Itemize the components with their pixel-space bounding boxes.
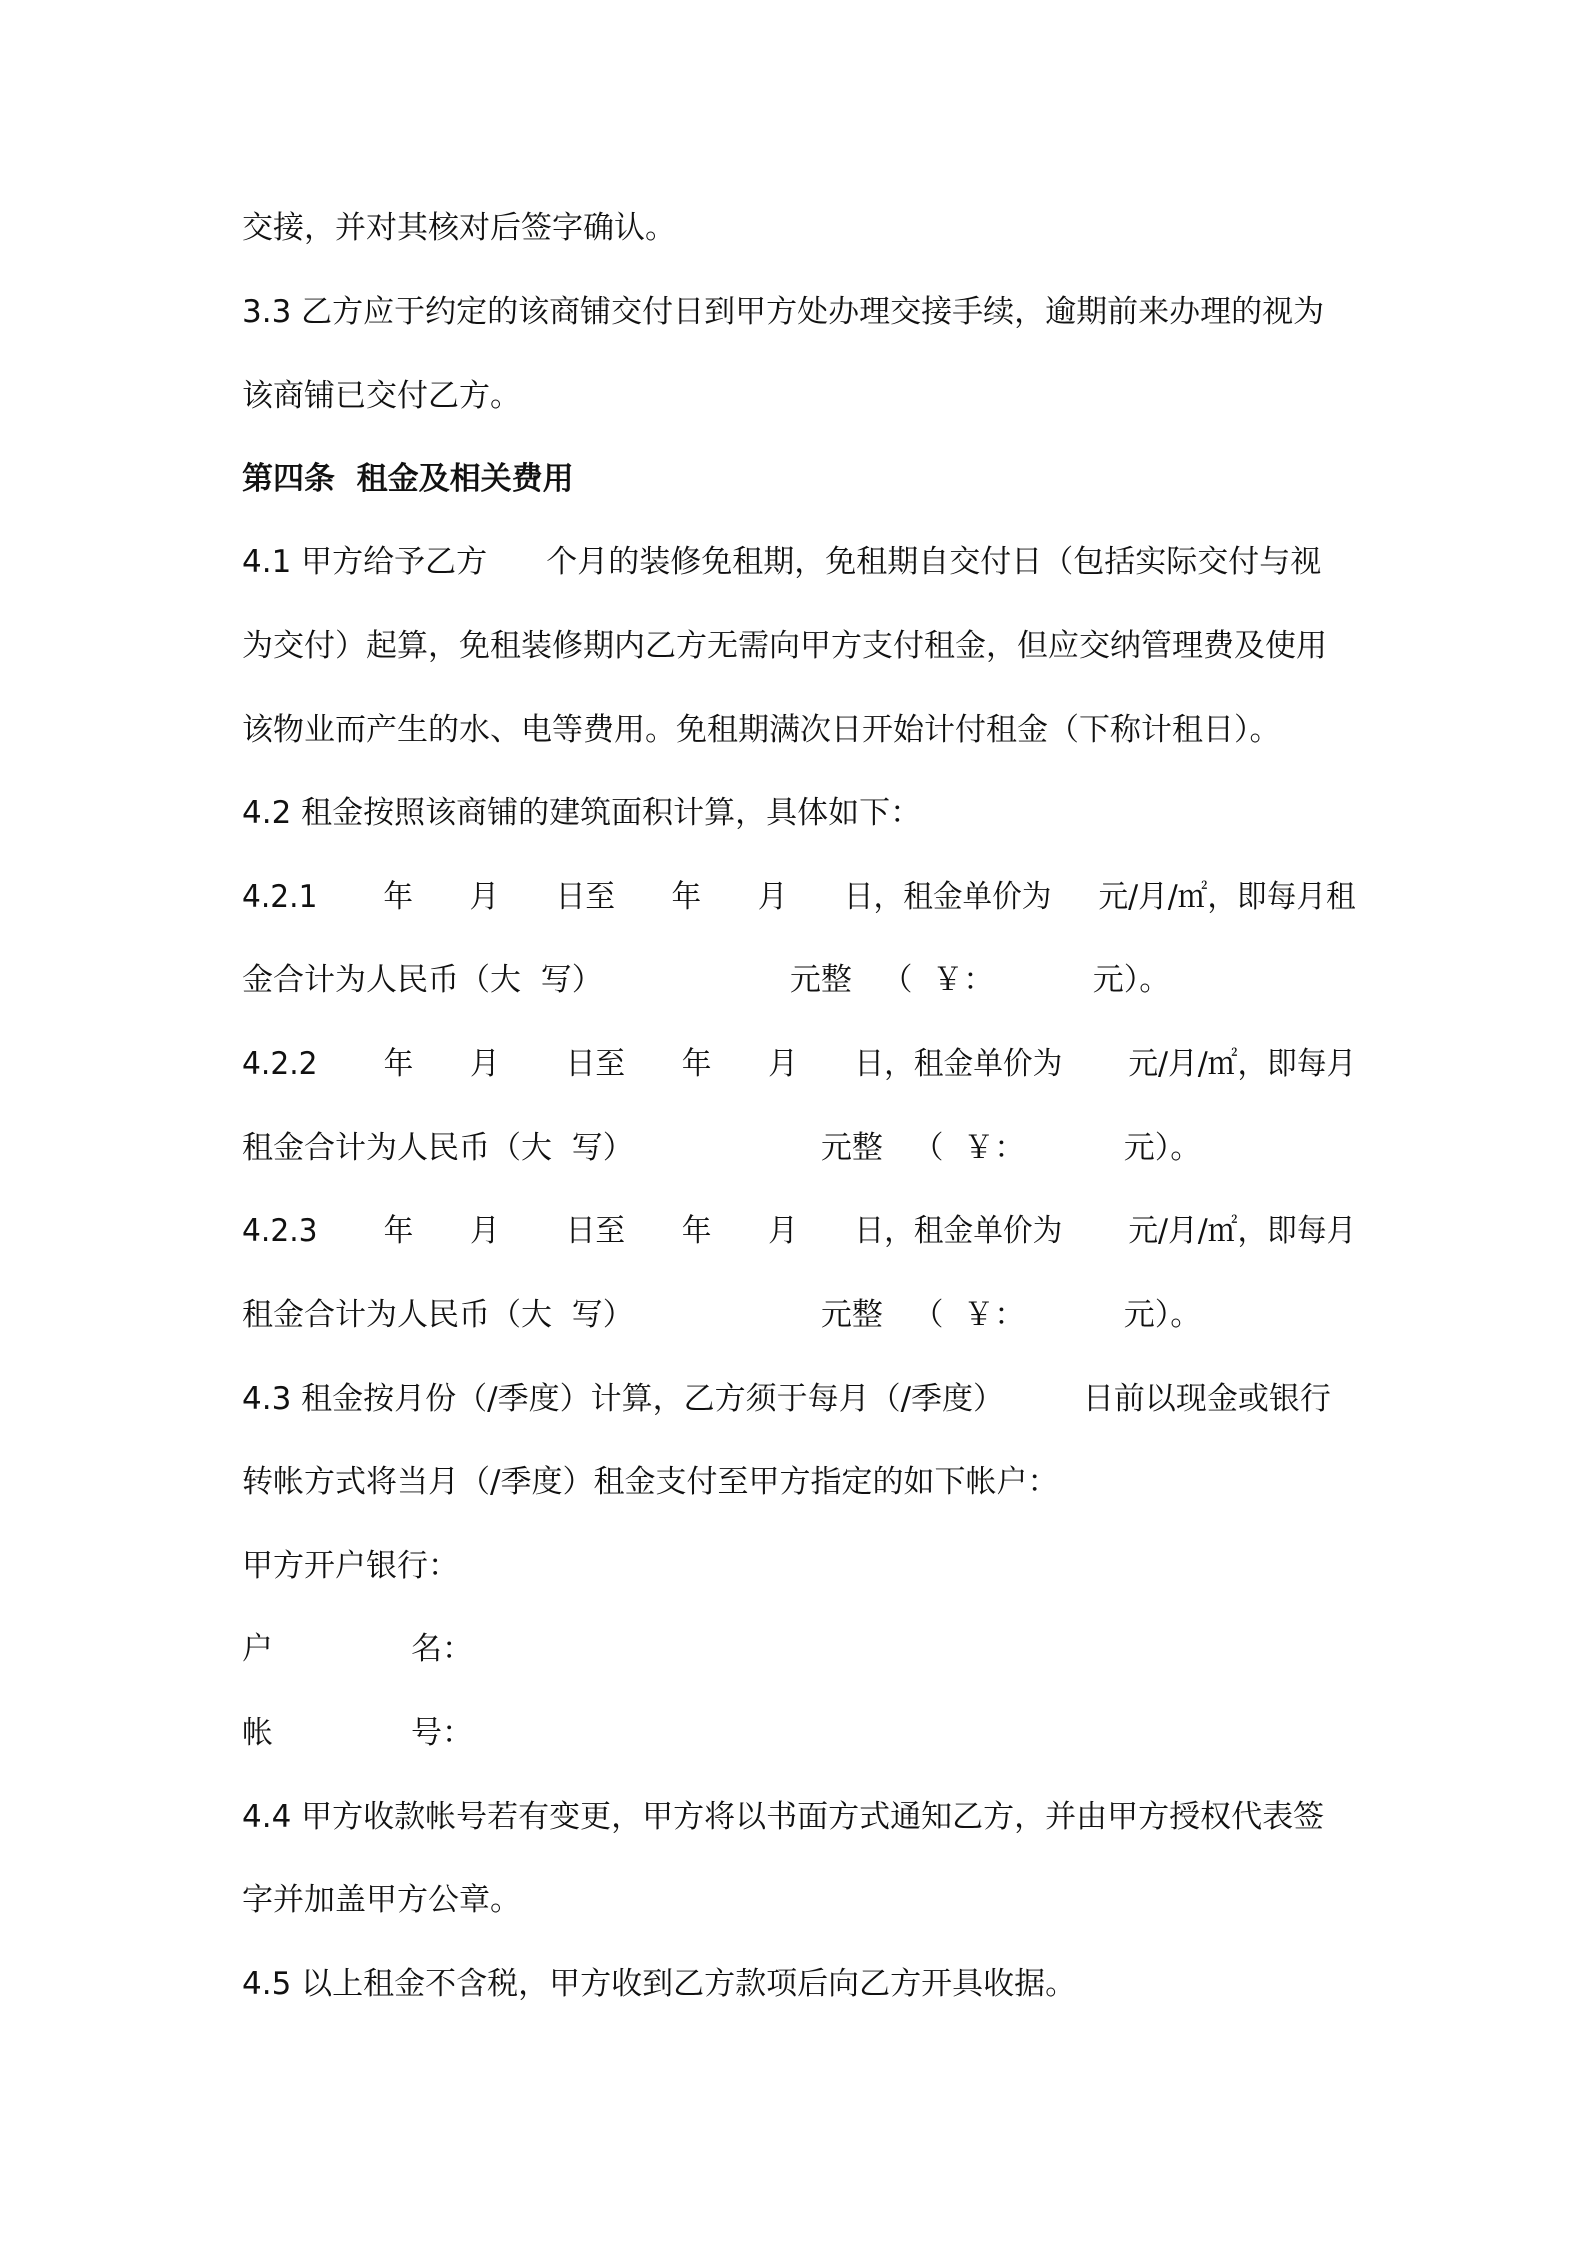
section-heading: 第四条 租金及相关费用 (242, 461, 574, 497)
paragraph-line: 租金合计为人民币（大 写） 元整 （ ￥： 元）。 (242, 1130, 1202, 1166)
paragraph-line: 4.2.3 年 月 日至 年 月 日，租金单价为 元/月/㎡，即每月 (242, 1213, 1357, 1249)
paragraph-line: 4.3 租金按月份（/季度）计算，乙方须于每月（/季度） 日前以现金或银行 (242, 1381, 1331, 1417)
paragraph-line: 租金合计为人民币（大 写） 元整 （ ￥： 元）。 (242, 1297, 1202, 1333)
paragraph-line: 4.5 以上租金不含税，甲方收到乙方款项后向乙方开具收据。 (242, 1966, 1077, 2002)
paragraph-line: 4.2.2 年 月 日至 年 月 日，租金单价为 元/月/㎡，即每月 (242, 1046, 1357, 1082)
paragraph-line: 字并加盖甲方公章。 (242, 1882, 521, 1918)
paragraph-line: 帐 号： (242, 1715, 473, 1751)
paragraph-line: 金合计为人民币（大 写） 元整 （ ￥： 元）。 (242, 962, 1171, 998)
paragraph-line: 该商铺已交付乙方。 (242, 378, 521, 414)
paragraph-line: 户 名： (242, 1631, 473, 1667)
paragraph-line: 4.2.1 年 月 日至 年 月 日，租金单价为 元/月/㎡，即每月租 (242, 879, 1356, 915)
paragraph-line: 为交付）起算，免租装修期内乙方无需向甲方支付租金，但应交纳管理费及使用 (242, 628, 1327, 664)
paragraph-line: 4.2 租金按照该商铺的建筑面积计算，具体如下： (242, 795, 922, 831)
paragraph-line: 3.3 乙方应于约定的该商铺交付日到甲方处办理交接手续，逾期前来办理的视为 (242, 294, 1325, 330)
paragraph-line: 4.1 甲方给予乙方 个月的装修免租期，免租期自交付日（包括实际交付与视 (242, 544, 1322, 580)
paragraph-line: 该物业而产生的水、电等费用。免租期满次日开始计付租金（下称计租日）。 (242, 712, 1281, 748)
paragraph-line: 4.4 甲方收款帐号若有变更，甲方将以书面方式通知乙方，并由甲方授权代表签 (242, 1799, 1325, 1835)
paragraph-line: 交接，并对其核对后签字确认。 (242, 210, 676, 246)
paragraph-line: 转帐方式将当月（/季度）租金支付至甲方指定的如下帐户： (242, 1464, 1059, 1500)
paragraph-line: 甲方开户银行： (242, 1548, 459, 1584)
